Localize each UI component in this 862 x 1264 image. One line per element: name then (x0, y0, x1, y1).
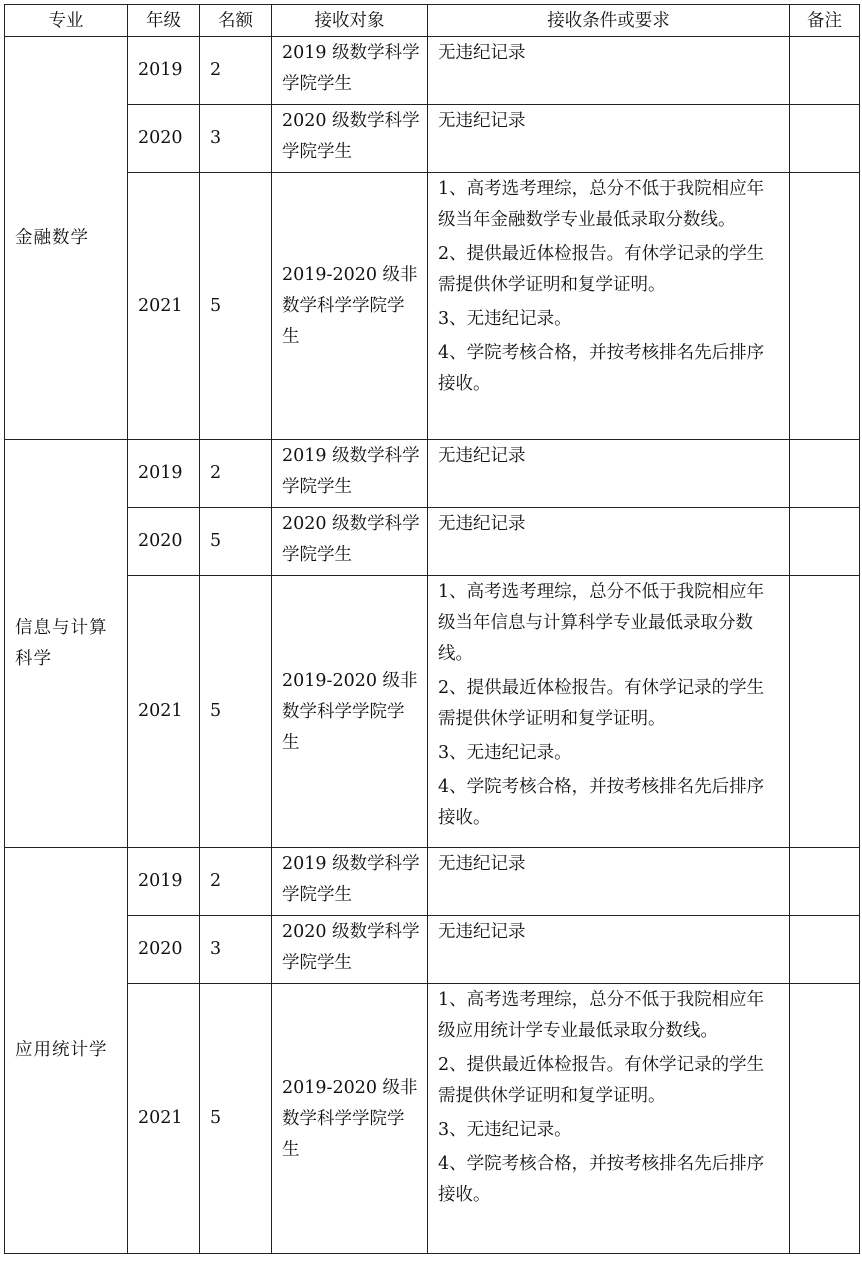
year-cell: 2019 (128, 37, 200, 105)
year-cell: 2019 (128, 848, 200, 916)
header-year: 年级 (128, 5, 200, 37)
condition-item: 无违纪记录 (438, 922, 526, 942)
table-row (5, 173, 860, 440)
quota-cell: 5 (200, 173, 272, 440)
transfer-admission-table (4, 4, 860, 1254)
condition-item: 无违纪记录 (438, 854, 526, 874)
note-cell (790, 576, 860, 848)
condition-item: 无违纪记录 (438, 514, 526, 534)
year-cell: 2021 (128, 173, 200, 440)
conditions-cell (428, 37, 790, 105)
quota-cell: 3 (200, 105, 272, 173)
target-cell: 2019-2020 级非数学科学学院学生 (272, 173, 428, 440)
year-cell: 2021 (128, 576, 200, 848)
quota-cell: 3 (200, 916, 272, 984)
condition-item: 3、无违纪记录。 (438, 1120, 572, 1140)
year-cell: 2020 (128, 508, 200, 576)
conditions-cell (428, 440, 790, 508)
condition-item: 无违纪记录 (438, 111, 526, 131)
condition-item: 无违纪记录 (438, 43, 526, 63)
condition-item: 1、高考选考理综，总分不低于我院相应年级当年信息与计算科学专业最低录取分数线。 (438, 582, 765, 664)
table-row (5, 984, 860, 1254)
note-cell (790, 508, 860, 576)
quota-cell: 5 (200, 984, 272, 1254)
year-cell: 2020 (128, 105, 200, 173)
table-row (5, 916, 860, 984)
target-cell: 2019-2020 级非数学科学学院学生 (272, 984, 428, 1254)
major-cell: 应用统计学 (5, 848, 128, 1254)
conditions-cell (428, 105, 790, 173)
note-cell (790, 848, 860, 916)
note-cell (790, 984, 860, 1254)
condition-item: 1、高考选考理综，总分不低于我院相应年级应用统计学专业最低录取分数线。 (438, 990, 765, 1041)
year-cell: 2021 (128, 984, 200, 1254)
conditions-cell (428, 848, 790, 916)
condition-item: 2、提供最近体检报告。有休学记录的学生需提供休学证明和复学证明。 (438, 678, 765, 729)
conditions-cell (428, 508, 790, 576)
major-cell: 信息与计算科学 (5, 440, 128, 848)
table-row (5, 440, 860, 508)
condition-item: 无违纪记录 (438, 446, 526, 466)
target-cell: 2019 级数学科学学院学生 (272, 440, 428, 508)
target-cell: 2019 级数学科学学院学生 (272, 37, 428, 105)
year-cell: 2020 (128, 916, 200, 984)
conditions-cell (428, 173, 790, 440)
table-row (5, 508, 860, 576)
condition-item: 3、无违纪记录。 (438, 743, 572, 763)
header-row (5, 5, 860, 37)
table-row (5, 37, 860, 105)
target-cell: 2020 级数学科学学院学生 (272, 508, 428, 576)
condition-item: 1、高考选考理综，总分不低于我院相应年级当年金融数学专业最低录取分数线。 (438, 179, 765, 230)
target-cell: 2019-2020 级非数学科学学院学生 (272, 576, 428, 848)
header-major: 专业 (5, 5, 128, 37)
note-cell (790, 916, 860, 984)
condition-item: 2、提供最近体检报告。有休学记录的学生需提供休学证明和复学证明。 (438, 244, 765, 295)
condition-item: 4、学院考核合格，并按考核排名先后排序接收。 (438, 777, 765, 828)
quota-cell: 2 (200, 440, 272, 508)
condition-item: 2、提供最近体检报告。有休学记录的学生需提供休学证明和复学证明。 (438, 1055, 765, 1106)
year-cell: 2019 (128, 440, 200, 508)
header-conditions: 接收条件或要求 (428, 5, 790, 37)
conditions-cell (428, 576, 790, 848)
quota-cell: 2 (200, 37, 272, 105)
header-target: 接收对象 (272, 5, 428, 37)
header-note: 备注 (790, 5, 860, 37)
quota-cell: 2 (200, 848, 272, 916)
header-quota: 名额 (200, 5, 272, 37)
quota-cell: 5 (200, 508, 272, 576)
target-cell: 2019 级数学科学学院学生 (272, 848, 428, 916)
table-row (5, 105, 860, 173)
note-cell (790, 105, 860, 173)
note-cell (790, 37, 860, 105)
table-row (5, 576, 860, 848)
table-row (5, 848, 860, 916)
condition-item: 3、无违纪记录。 (438, 309, 572, 329)
major-cell: 金融数学 (5, 37, 128, 440)
target-cell: 2020 级数学科学学院学生 (272, 105, 428, 173)
conditions-cell (428, 984, 790, 1254)
note-cell (790, 173, 860, 440)
condition-item: 4、学院考核合格，并按考核排名先后排序接收。 (438, 343, 765, 394)
condition-item: 4、学院考核合格，并按考核排名先后排序接收。 (438, 1154, 765, 1205)
conditions-cell (428, 916, 790, 984)
note-cell (790, 440, 860, 508)
target-cell: 2020 级数学科学学院学生 (272, 916, 428, 984)
quota-cell: 5 (200, 576, 272, 848)
